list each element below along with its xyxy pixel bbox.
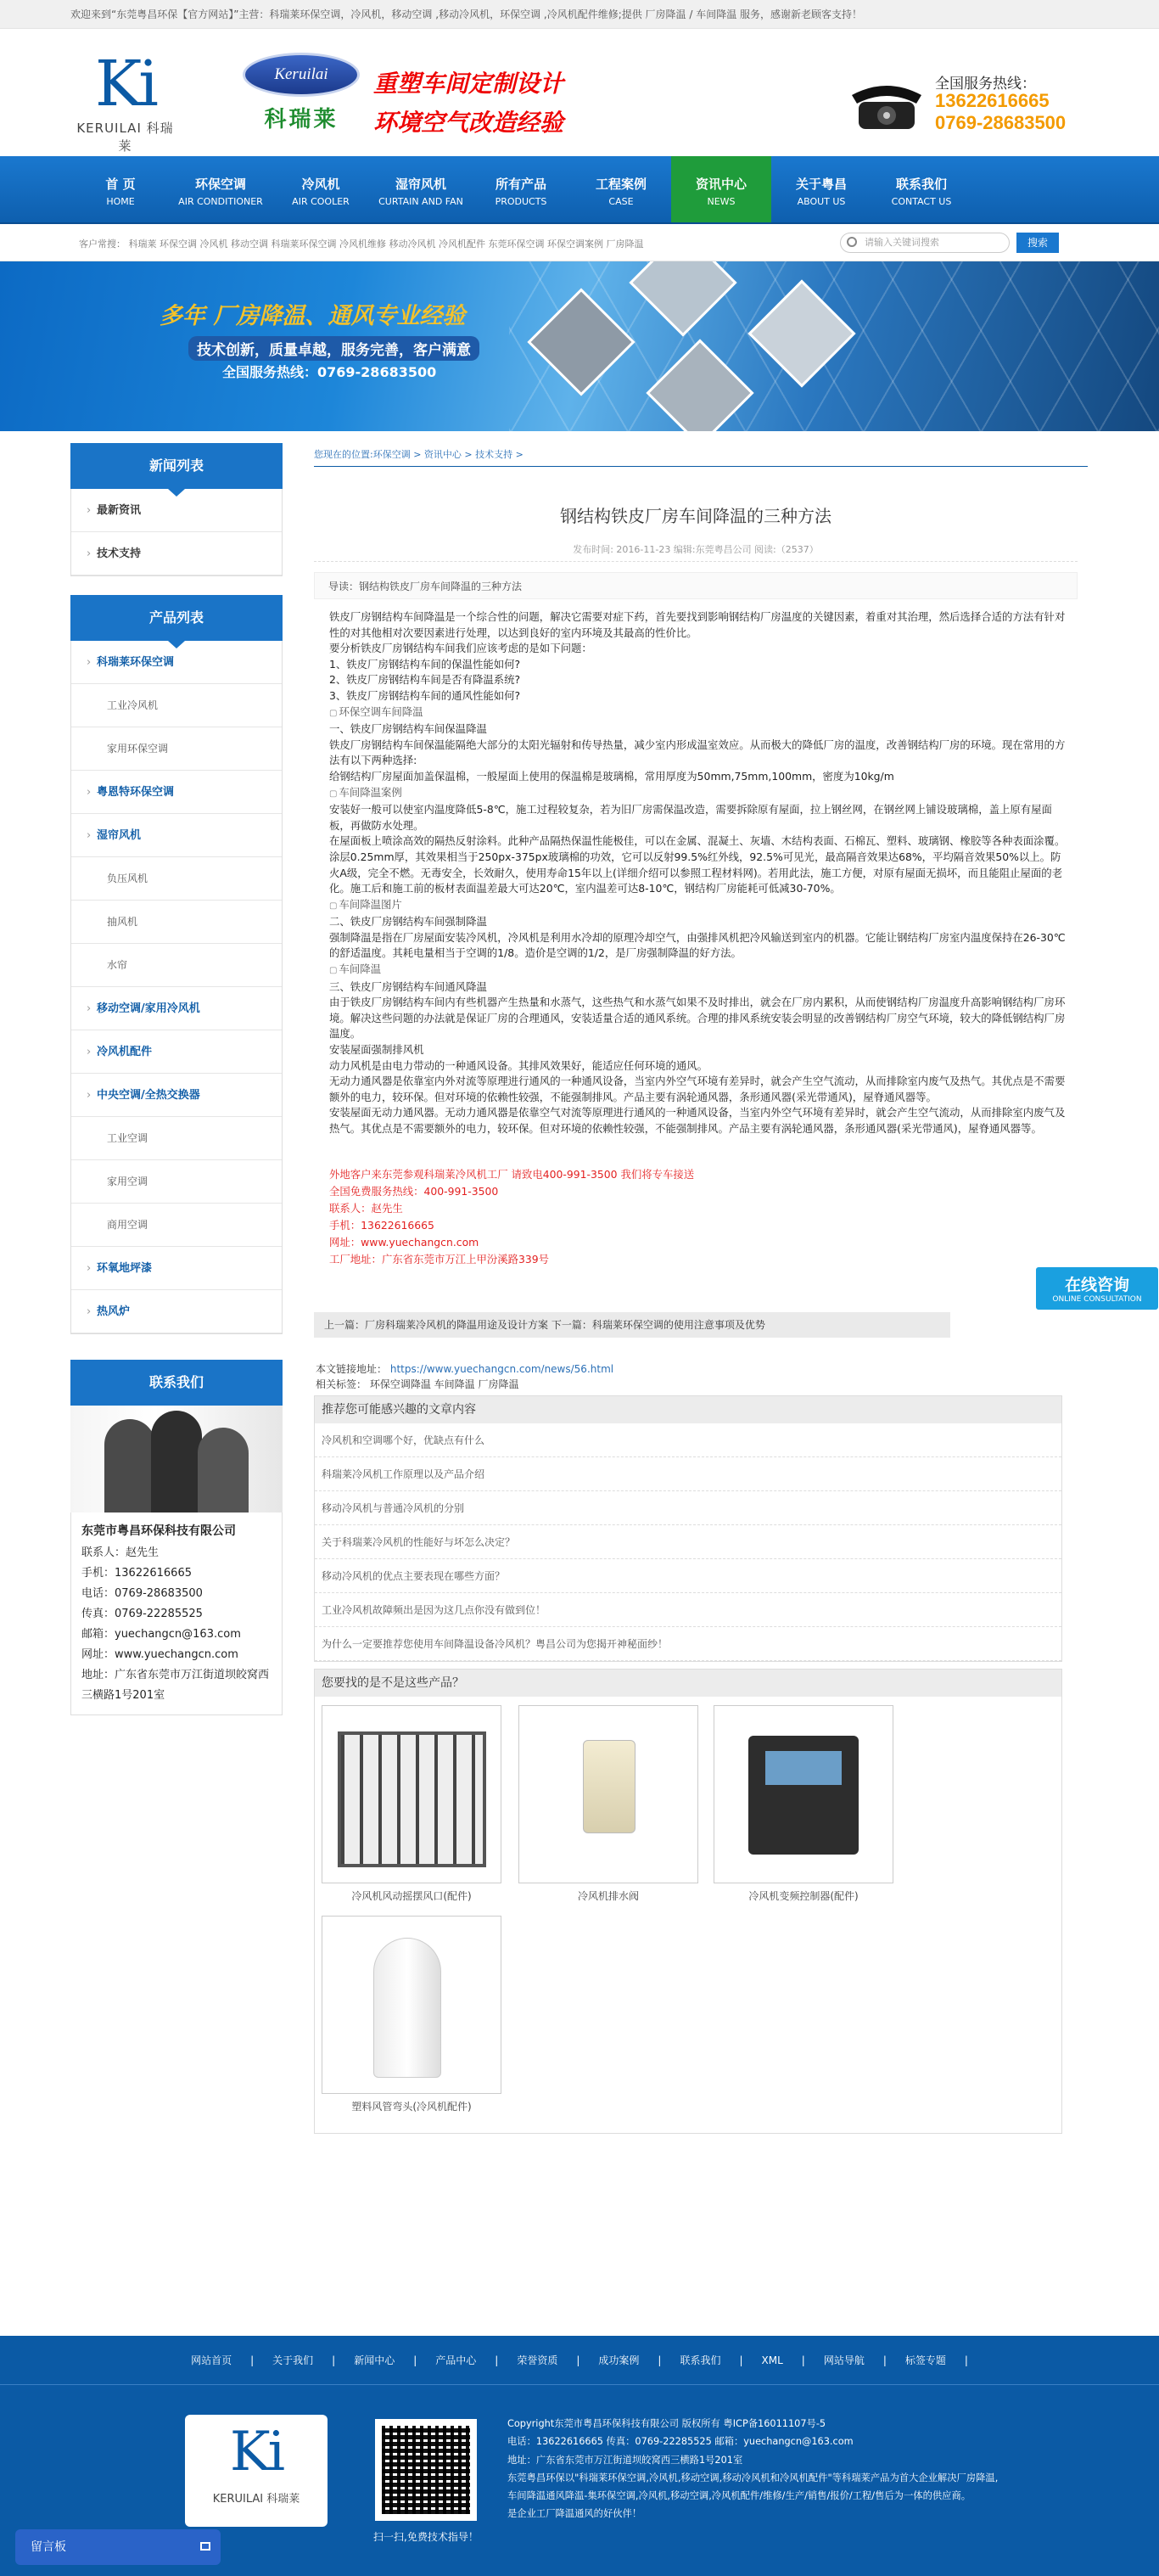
consult-label: 在线咨询	[1064, 1276, 1129, 1294]
article-paragraph: 铁皮厂房钢结构车间降温是一个综合性的问题，解决它需要对症下药，首先要找到影响钢结构厂房温度的关键因素，着重对其治理，然后选择合适的方法有针对性的对其他相对次要因素进行处理，以达到良好的室内环境及其最高的性价比。	[329, 610, 1066, 639]
chevron-right-icon: ›	[87, 656, 92, 669]
nav-item-air-conditioner[interactable]	[171, 156, 271, 222]
recommended-article-link[interactable]: 关于科瑞莱冷风机的性能好与坏怎么决定？	[315, 1525, 1061, 1559]
chevron-right-icon: ›	[87, 1089, 92, 1102]
related-products	[314, 1669, 1062, 2134]
sidebar-subcategory[interactable]	[71, 1117, 282, 1160]
logo-text: KERUILAI 科瑞莱	[76, 121, 174, 154]
sidebar-item-label: 商用空调	[107, 1219, 148, 1231]
hotline-block	[848, 71, 1086, 165]
qr-code	[375, 2419, 477, 2521]
product-card[interactable]	[518, 1705, 698, 1903]
nav-item-home[interactable]	[70, 156, 171, 222]
contact-line: 传真：0769-22285525	[81, 1608, 203, 1620]
sidebar-subcategory[interactable]	[71, 901, 282, 944]
contact-line: 网址：www.yuechangcn.com	[81, 1648, 238, 1661]
article-image-alt: ▢ 环保空调车间降温	[329, 704, 1069, 722]
footer-nav-link[interactable]: XML	[761, 2354, 783, 2366]
nav-label-en: PRODUCTS	[495, 196, 547, 207]
article-image-alt: ▢ 车间降温案例	[329, 785, 1069, 803]
brand-cn: 科瑞莱	[264, 107, 339, 132]
chevron-right-icon: ›	[87, 1002, 92, 1015]
footer-line: 是企业工厂降温通风的好伙伴！	[507, 2508, 642, 2520]
article-paragraph: 一、铁皮厂房钢结构车间保温降温	[329, 722, 487, 736]
nav-item-about-us[interactable]	[771, 156, 871, 222]
article-paragraph: 2、铁皮厂房钢结构车间是否有降温系统?	[329, 673, 521, 687]
site-header	[0, 29, 1159, 156]
sidebar-category[interactable]	[71, 771, 282, 814]
sidebar-subcategory[interactable]	[71, 727, 282, 771]
banner-tagline: 技术创新，质量卓越，服务完善，客户满意	[188, 336, 479, 361]
product-card[interactable]	[714, 1705, 893, 1903]
sidebar-item-label: 抽风机	[107, 916, 138, 928]
recommend-title: 推荐您可能感兴趣的文章内容	[315, 1396, 1061, 1423]
sidebar-item-label: 粤恩特环保空调	[97, 786, 175, 799]
article-image-alt: ▢ 车间降温	[329, 962, 1069, 979]
footer-nav-link[interactable]: 标签专题	[904, 2354, 946, 2366]
slogan-line-1: 重塑车间定制设计	[373, 70, 564, 98]
online-consult-button[interactable]	[1035, 1266, 1159, 1310]
news-list	[70, 489, 283, 576]
article-paragraph: 安装屋面无动力通风器。无动力通风器是依靠空气对流等原理进行通风的一种通风设备，当室内外空气环境有差异时，就会产生空气流动，从而排除室内废气及热气。其优点是不需要额外的电力，较环保。但对环境的依赖性较强，不能强制排风。产品主要有涡轮通风器，条形通风器(采光带通风)，屋脊通风器等。	[329, 1106, 1066, 1135]
product-image	[714, 1705, 893, 1883]
recommended-article-link[interactable]: 移动冷风机与普通冷风机的分别	[315, 1491, 1061, 1525]
footer-nav-divider: |	[332, 2354, 336, 2366]
article-body	[314, 609, 1069, 1137]
footer-nav-divider: |	[801, 2354, 805, 2366]
promo-line: 网址：www.yuechangcn.com	[329, 1235, 479, 1249]
footer-nav-divider: |	[413, 2354, 417, 2366]
sidebar-subcategory[interactable]	[71, 857, 282, 901]
contact-line: 邮箱：yuechangcn@163.com	[81, 1628, 241, 1641]
nav-label-en: AIR COOLER	[292, 196, 350, 207]
product-image	[322, 1705, 501, 1883]
article-image-alt: ▢ 车间降温图片	[329, 897, 1069, 915]
footer-nav	[0, 2336, 1159, 2385]
link-label: 本文链接地址：	[316, 1362, 388, 1375]
consult-label-en: ONLINE CONSULTATION	[1052, 1295, 1142, 1304]
hotline-mobile: 13622616665	[935, 90, 1050, 111]
product-caption[interactable]: 冷风机变频控制器(配件)	[748, 1889, 859, 1902]
contact-line: 手机：13622616665	[81, 1567, 192, 1580]
sidebar-news-item[interactable]	[71, 532, 282, 575]
article-paragraph: 1、铁皮厂房钢结构车间的保温性能如何?	[329, 657, 521, 671]
search-input[interactable]: 请输入关键词搜索	[840, 233, 1010, 253]
article-paragraph: 安装好一般可以使室内温度降低5-8℃，施工过程较复杂，若为旧厂房需保温改造，需要拆除原有屋面，拉上钢丝网，在钢丝网上铺设玻璃棉，盖上原有屋面板，再做防水处理。	[329, 803, 1052, 832]
nav-label: 湿帘风机	[395, 177, 446, 192]
banner-hotline: 全国服务热线：0769-28683500	[222, 364, 437, 380]
products-title: 您要找的是不是这些产品？	[315, 1670, 1061, 1697]
footer-nav-link[interactable]: 关于我们	[272, 2354, 314, 2366]
footer-info	[507, 2415, 998, 2523]
footer-line: 电话：13622616665 传真：0769-22285525 邮箱：yuechangcn@163.com	[507, 2436, 854, 2448]
chevron-right-icon: ›	[87, 1305, 92, 1318]
nav-label-en: CONTACT US	[891, 196, 952, 207]
sidebar-subcategory[interactable]	[71, 944, 282, 987]
footer-nav-link[interactable]: 网站导航	[823, 2354, 865, 2366]
nav-label: 环保空调	[194, 177, 246, 192]
promo-line: 全国免费服务热线：400-991-3500	[329, 1184, 499, 1198]
chevron-right-icon: ›	[87, 786, 92, 799]
nav-item-case[interactable]	[571, 156, 671, 222]
ki-logo-mark: Ki	[95, 48, 155, 121]
breadcrumb[interactable]: 您现在的位置:环保空调 > 资讯中心 > 技术支持 >	[314, 443, 1088, 467]
recommended-article-link[interactable]: 移动冷风机的优点主要表现在哪些方面？	[315, 1559, 1061, 1593]
sidebar-category[interactable]	[71, 987, 282, 1030]
nav-item-news[interactable]	[671, 156, 771, 222]
footer-nav-divider: |	[882, 2354, 887, 2366]
hotline-title: 全国服务热线：	[935, 76, 1036, 93]
chevron-right-icon: ›	[87, 547, 92, 560]
sidebar-item-label: 移动空调/家用冷风机	[97, 1002, 200, 1015]
footer-nav-divider: |	[576, 2354, 580, 2366]
nav-label: 首 页	[105, 177, 136, 192]
footer-nav-link[interactable]: 产品中心	[435, 2354, 477, 2366]
article-meta: 发布时间: 2016-11-23 编辑:东莞粤昌公司 阅读:（2537）	[314, 542, 1078, 562]
sidebar-item-label: 冷风机配件	[97, 1046, 153, 1058]
article-paragraph: 3、铁皮厂房钢结构车间的通风性能如何?	[329, 688, 521, 702]
popular-tags[interactable]: 客户常搜： 科瑞莱 环保空调 冷风机 移动空调 科瑞莱环保空调 冷风机维修 移动冷风机 冷风机配件 东莞环保空调 环保空调案例 厂房降温	[79, 239, 644, 250]
sidebar-item-label: 中央空调/全热交换器	[97, 1089, 200, 1102]
footer-nav-link[interactable]: 新闻中心	[354, 2354, 395, 2366]
recommended-article-link[interactable]: 为什么一定要推荐您使用车间降温设备冷风机？粤昌公司为您揭开神秘面纱！	[315, 1627, 1061, 1661]
sidebar-item-label: 家用环保空调	[107, 743, 169, 755]
nav-label: 关于粤昌	[795, 177, 847, 192]
nav-label: 资讯中心	[695, 177, 747, 192]
telephone-icon	[848, 80, 925, 131]
related-tags[interactable]: 环保空调降温 车间降温 厂房降温	[369, 1378, 519, 1390]
welcome-bar: 欢迎来到“东莞粤昌环保【官方网站】”主营：科瑞莱环保空调，冷风机，移动空调 ,移动冷风机，环保空调 ,冷风机配件维修;提供 厂房降温 / 车间降温 服务，感谢新老顾客支持！	[0, 0, 1159, 29]
product-image	[518, 1705, 698, 1883]
nav-label-en: NEWS	[707, 196, 736, 207]
keruilai-logo[interactable]	[76, 48, 174, 154]
sidebar-item-label: 最新资讯	[97, 504, 142, 517]
hero-banner	[0, 261, 1159, 431]
banner-headline: 多年 厂房降温、通风专业经验	[160, 303, 466, 329]
article-paragraph: 铁皮厂房钢结构车间保温能隔绝大部分的太阳光辐射和传导热量，减少室内形成温室效应。从而极大的降低厂房的温度，改善钢结构厂房的环境。现在常用的方法有以下两种选择:	[329, 738, 1066, 767]
article-paragraph: 二、铁皮厂房钢结构车间强制降温	[329, 915, 487, 929]
footer-nav-divider: |	[250, 2354, 255, 2366]
sidebar-category[interactable]	[71, 1290, 282, 1333]
slogan-line-2: 环境空气改造经验	[373, 109, 564, 137]
product-list	[70, 641, 283, 1334]
sidebar-item-label: 工业冷风机	[107, 699, 159, 711]
promo-line: 手机：13622616665	[329, 1218, 434, 1232]
product-card[interactable]	[322, 1916, 501, 2113]
footer-line: 东莞粤昌环保以"科瑞莱环保空调,冷风机,移动空调,移动冷风机和冷风机配件"等科瑞莱产品为首大企业解决厂房降温,	[507, 2472, 999, 2483]
sidebar-subcategory[interactable]	[71, 1160, 282, 1204]
nav-label-en: CURTAIN AND FAN	[378, 196, 463, 207]
sidebar-category[interactable]	[71, 814, 282, 857]
article-paragraph: 强制降温是指在厂房屋面安装冷风机，冷风机是利用水冷却的原理冷却空气，由强排风机把冷风输送到室内的机器。它能让钢结构厂房室内温度保持在26-30℃的舒适温度。其耗电量相当于空调的1/8。造价是空调的1/2，是厂房强制降温的好方法。	[329, 930, 1066, 960]
sidebar-item-label: 技术支持	[97, 547, 142, 560]
recommended-article-link[interactable]: 冷风机和空调哪个好，优缺点有什么	[315, 1423, 1061, 1457]
expand-icon	[200, 2542, 210, 2551]
footer-nav-divider: |	[658, 2354, 662, 2366]
article-paragraph: 在屋面板上喷涂高效的隔热反射涂料。此种产品隔热保温性能极佳，可以在金属、混凝土、灰墙、木结构表面、石棉瓦、塑料、玻璃钢、橡胶等各种表面涂覆。涂层0.25mm厚，其效果相当于250px-375px玻璃棉的功效，它可以反射99.5%红外线，92.5%可见光，最高隔音效果达68%，平均隔音效果50%以上。防火A级，完全不燃。无毒安全，长效耐久，使用寿命15年以上(详细介绍可以参照工程材料网)。若用此法，施工方便，对原有屋面无损坏，而且能阻止屋面的老化。施工后和施工前的板材表面温差最大可达20℃，室内温差可达8-10℃，钢结构厂房能耗可低减30-70%。	[329, 834, 1066, 895]
nav-label-en: HOME	[106, 196, 135, 207]
sidebar-subcategory[interactable]	[71, 684, 282, 727]
main-area	[0, 431, 1159, 2349]
company-name: 东莞市粤昌环保科技有限公司	[81, 1524, 236, 1538]
product-caption[interactable]: 冷风机排水阀	[577, 1889, 639, 1902]
article-summary: 导读：钢结构铁皮厂房车间降温的三种方法	[314, 572, 1078, 599]
factory-visit-promo	[314, 1166, 1078, 1268]
footer-nav-link[interactable]: 成功案例	[598, 2354, 640, 2366]
slogan	[373, 65, 563, 143]
footer-line: 车间降温通风降温-集环保空调,冷风机,移动空调,冷风机配件/维修/生产/销售/报价/工程/售后为一体的供应商。	[507, 2490, 971, 2502]
sidebar-subcategory[interactable]	[71, 1204, 282, 1247]
nav-label: 联系我们	[895, 177, 947, 192]
nav-label: 工程案例	[595, 177, 647, 192]
footer-logo-text: KERUILAI 科瑞莱	[212, 2493, 300, 2506]
contact-line: 联系人：赵先生	[81, 1546, 160, 1559]
product-caption[interactable]: 塑料风管弯头(冷风机配件)	[351, 2100, 472, 2113]
sidebar-item-label: 科瑞莱环保空调	[97, 656, 175, 669]
sidebar-item-label: 工业空调	[107, 1132, 148, 1144]
sidebar-item-label: 家用空调	[107, 1176, 148, 1187]
article-paragraph: 由于铁皮厂房钢结构车间内有些机器产生热量和水蒸气，这些热气和水蒸气如果不及时排出，就会在厂房内累积，从而使钢结构厂房温度升高影响钢结构厂房环境。解决这些问题的办法就是保证厂房的合理通风，安装适量合适的通风系统。合理的排风系统安装会明显的改善钢结构厂房空气环境，较大的降低钢结构厂房温度。	[329, 996, 1066, 1041]
qr-caption: 扫一扫,免费技术指导！	[373, 2531, 479, 2543]
nav-label: 所有产品	[495, 177, 546, 192]
recommended-articles	[314, 1395, 1062, 1662]
footer-nav-link[interactable]: 荣誉资质	[517, 2354, 558, 2366]
product-caption[interactable]: 冷风机风动摇摆风口(配件)	[351, 1889, 472, 1902]
article-paragraph: 要分析铁皮厂房钢结构车间我们应该考虑的是如下问题：	[329, 642, 592, 655]
message-label: 留言板	[31, 2540, 66, 2554]
chevron-right-icon: ›	[87, 1262, 92, 1275]
sidebar	[70, 443, 283, 1715]
news-list-title: 新闻列表	[70, 443, 283, 489]
customer-service-photo	[70, 1406, 283, 1512]
nav-label-en: ABOUT US	[797, 196, 846, 207]
footer-logo	[185, 2415, 328, 2527]
footer-line: Copyright东莞市粤昌环保科技有限公司 版权所有 粤ICP备16011107号-5	[507, 2418, 826, 2429]
main-nav	[0, 156, 1159, 224]
article-paragraph: 三、铁皮厂房钢结构车间通风降温	[329, 979, 487, 993]
product-list-title: 产品列表	[70, 595, 283, 641]
contact-info	[70, 1512, 283, 1715]
footer-line: 地址：广东省东莞市万江街道坝皎窝西三横路1号201室	[507, 2454, 743, 2466]
footer-nav-divider: |	[739, 2354, 743, 2366]
nav-item-curtain-and-fan[interactable]	[371, 156, 471, 222]
chevron-right-icon: ›	[87, 829, 92, 842]
nav-item-air-cooler[interactable]	[271, 156, 371, 222]
contact-line: 地址：广东省东莞市万江街道坝皎窝西三横路1号201室	[81, 1669, 270, 1702]
chevron-right-icon: ›	[87, 504, 92, 517]
footer-nav-link[interactable]: 网站首页	[191, 2354, 232, 2366]
sidebar-item-label: 水帘	[107, 959, 128, 971]
footer-nav-divider: |	[964, 2354, 968, 2366]
sidebar-item-label: 热风炉	[97, 1305, 131, 1318]
footer-nav-divider: |	[495, 2354, 499, 2366]
link-url[interactable]: https://www.yuechangcn.com/news/56.html	[389, 1362, 614, 1375]
sidebar-category[interactable]	[71, 1247, 282, 1290]
contact-line: 电话：0769-28683500	[81, 1587, 203, 1600]
sidebar-item-label: 负压风机	[107, 873, 148, 884]
ki-logo-mark: Ki	[229, 2421, 283, 2483]
search-button[interactable]: 搜索	[1016, 233, 1059, 253]
contact-title: 联系我们	[70, 1360, 283, 1406]
brand-oval: Keruilai	[243, 53, 360, 97]
article-title: 钢结构铁皮厂房车间降温的三种方法	[560, 506, 831, 526]
message-board-button[interactable]	[15, 2529, 221, 2565]
promo-line: 外地客户来东莞参观科瑞莱冷风机工厂 请致电400-991-3500 我们将专车接送	[329, 1167, 695, 1181]
search-strip	[0, 224, 1159, 261]
sidebar-category[interactable]	[71, 1074, 282, 1117]
search-icon	[847, 237, 857, 247]
article-paragraph: 无动力通风器是依靠室内外对流等原理进行通风的一种通风设备，当室内外空气环境有差异时，就会产生空气流动，从而排除室内废气及热气。其优点是不需要额外的电力，较环保。但对环境的依赖性较强，不能强制排风。产品主要有涡轮通风器，条形通风器(采光带通风)，屋脊通风器等。	[329, 1075, 1066, 1103]
sidebar-item-label: 环氧地坪漆	[97, 1262, 153, 1275]
nav-item-contact-us[interactable]	[871, 156, 971, 222]
promo-line: 工厂地址：广东省东莞市万江上甲汾溪路339号	[329, 1252, 550, 1266]
product-image	[322, 1916, 501, 2094]
hotline-phone: 0769-28683500	[935, 112, 1067, 133]
nav-item-products[interactable]	[471, 156, 571, 222]
sidebar-category[interactable]	[71, 1030, 282, 1074]
chevron-right-icon: ›	[87, 1046, 92, 1058]
article-link	[314, 1361, 1078, 1392]
article-paragraph: 动力风机是由电力带动的一种通风设备。其排风效果好，能适应任何环境的通风。	[329, 1058, 708, 1072]
nav-label: 冷风机	[301, 177, 340, 192]
product-card[interactable]	[322, 1705, 501, 1903]
sidebar-item-label: 湿帘风机	[97, 829, 142, 842]
footer-nav-link[interactable]: 联系我们	[680, 2354, 721, 2366]
promo-line: 联系人：赵先生	[329, 1201, 403, 1215]
tags-label: 相关标签：	[316, 1378, 367, 1390]
article-content	[314, 443, 1078, 2134]
nav-label-en: CASE	[608, 196, 634, 207]
recommended-article-link[interactable]: 科瑞莱冷风机工作原理以及产品介绍	[315, 1457, 1061, 1491]
brand-badge	[238, 53, 365, 146]
prev-next-links[interactable]: 上一篇：厂房科瑞莱冷风机的降温用途及设计方案 下一篇：科瑞莱环保空调的使用注意事项及优势	[314, 1312, 950, 1338]
recommended-article-link[interactable]: 工业冷风机故障频出是因为这几点你没有做到位！	[315, 1593, 1061, 1627]
article-paragraph: 给钢结构厂房屋面加盖保温棉，一般屋面上使用的保温棉是玻璃棉，常用厚度为50mm,75mm,100mm，密度为10kg/m	[329, 769, 894, 783]
article-paragraph: 安装屋面强制排风机	[329, 1043, 424, 1057]
nav-label-en: AIR CONDITIONER	[178, 196, 263, 207]
